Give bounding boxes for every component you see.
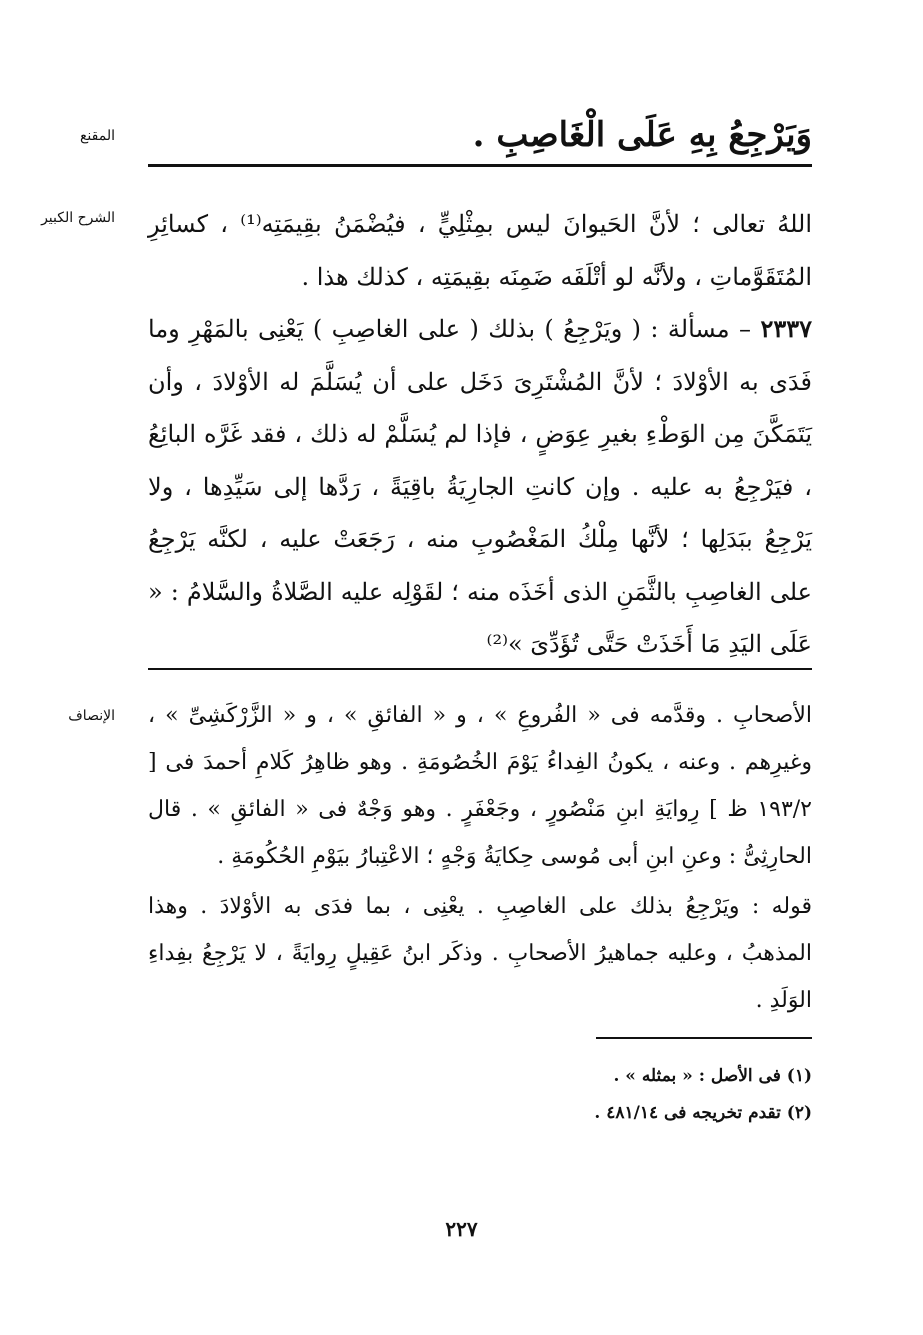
side-label-sharh: الشرح الكبير bbox=[41, 210, 115, 226]
sharh-section bbox=[148, 198, 812, 671]
insaf-section bbox=[148, 692, 812, 1024]
page-number: ٢٢٧ bbox=[445, 1217, 478, 1241]
side-label-insaf: الإنصاف bbox=[68, 708, 115, 724]
matn-text bbox=[148, 112, 812, 158]
sharh-paragraph-2 bbox=[148, 303, 812, 671]
footnote-divider bbox=[596, 1037, 812, 1039]
side-label-muqni: المقنع bbox=[79, 128, 115, 144]
footnote-1: (١) فى الأصل : « بمثله » . bbox=[613, 1066, 812, 1086]
sharh-paragraph-2-text: – مسألة : ( ويَرْجِعُ ) بذلك ( على الغاصِبِ ) يَعْنِى بالمَهْرِ وما فَدَى به الأوْلادَ ؛ لأنَّ المُشْتَرِىَ دَخَل على أن يُسَلَّمَ له الأوْلادَ ، وأن يَتَمَكَّنَ مِن الوَطْءِ بغيرِ عِوَضٍ ، فإذا لم يُسَلَّمْ له ذلك ، فقد غَرَّه البائِعُ ، فيَرْجِعُ به عليه . وإن كانتِ الجارِيَةُ باقِيَةً ، رَدَّها إلى سَيِّدِها ، ولا يَرْجِعُ ببَدَلِها ؛ لأنَّها مِلْكُ المَغْصُوبِ منه ، رَجَعَتْ عليه ، لكنَّه يَرْجِعُ على الغاصِبِ بالثَّمَنِ الذى أخَذَه منه ؛ لقَوْلِه عليه الصَّلاةُ والسَّلامُ : « عَلَى اليَدِ مَا أَخَذَتْ حَتَّى تُؤَدِّىَ »⁽²⁾ bbox=[148, 315, 812, 658]
sharh-paragraph-1: اللهُ تعالى ؛ لأنَّ الحَيوانَ ليس بمِثْلِيٍّ ، فيُضْمَنُ بقِيمَتِه⁽¹⁾ ، كسائِرِ المُتَقَوَّماتِ ، ولأنَّه لو أتْلَفَه ضَمِنَه بقِيمَتِه ، كذلك هذا . bbox=[148, 210, 813, 291]
matn-line: وَيَرْجِعُ بِهِ عَلَى الْغَاصِبِ . bbox=[472, 115, 812, 155]
footnotes bbox=[148, 1058, 812, 1132]
footnote-2: (٢) تقدم تخريجه فى ٤٨١/١٤ . bbox=[594, 1103, 812, 1123]
insaf-paragraph-2: قوله : ويَرْجِعُ بذلك على الغاصِبِ . يعْنِى ، بما فدَى به الأوْلادَ . وهذا المذهبُ ، وعليه جماهيرُ الأصحابِ . وذكَر ابنُ عَقِيلٍ رِوايَةً ، لا يَرْجِعُ بفِداءِ الوَلَدِ . bbox=[148, 894, 812, 1013]
insaf-paragraph-1: الأصحابِ . وقدَّمه فى « الفُروعِ » ، و « الفائقِ » ، و « الزَّرْكَشِىِّ » ، وغيرِهم . وعنه ، يكونُ الفِداءُ يَوْمَ الخُصُومَةِ . وهو ظاهِرُ كَلامِ أحمدَ فى [ ١٩٣/٢ ظ ] رِوايَةِ ابنِ مَنْصُورٍ ، وجَعْفَرٍ . وهو وَجْهٌ فى « الفائقِ » . قال الحارِثِىُّ : وعنِ ابنِ أبى مُوسى حِكايَةُ وَجْهٍ ؛ الاعْتِبارُ بيَوْمِ الحُكُومَةِ . bbox=[148, 703, 812, 869]
issue-number: ٢٣٣٧ bbox=[760, 314, 812, 343]
header-divider bbox=[148, 164, 812, 167]
section-divider bbox=[148, 668, 812, 670]
